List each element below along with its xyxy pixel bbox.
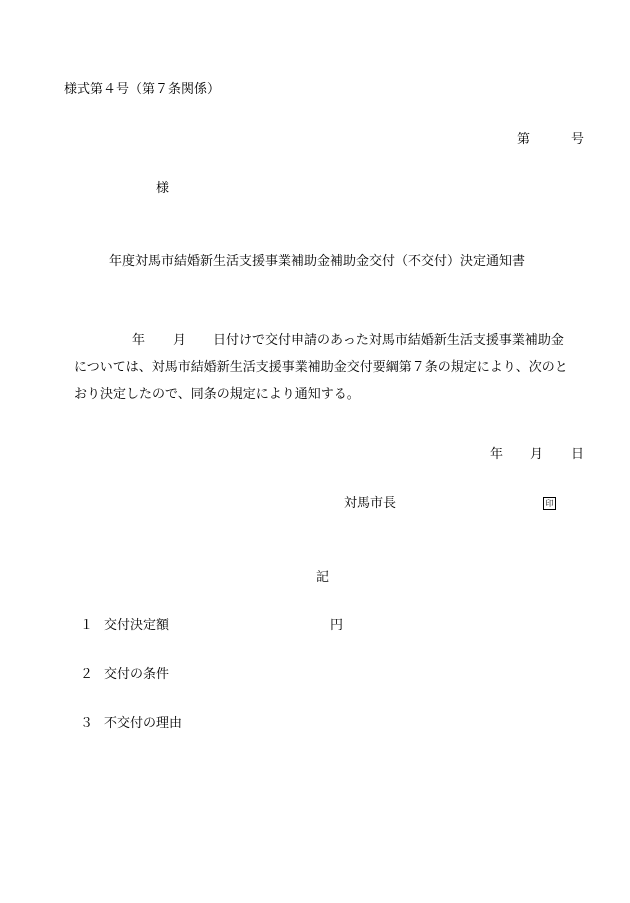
item-label: 交付決定額 [104,618,170,633]
list-item [80,717,93,730]
list-item [80,619,93,632]
body-line-1-rest: 日付けで交付申請のあった対馬市結婚新生活支援事業補助金 [213,333,564,348]
date-day: 日 [571,447,585,462]
ki-heading: 記 [316,570,330,585]
date-year: 年 [490,447,504,462]
body-line-2: については、対馬市結婚新生活支援事業補助金交付要綱第７条の規定により、次のと [74,360,568,375]
list-item [80,668,93,681]
body-month: 月 [173,333,187,348]
item-number: １ [80,618,94,633]
item-label: 交付の条件 [104,667,170,682]
item-number: ３ [80,716,94,731]
doc-number-prefix: 第 [517,132,531,147]
date-month: 月 [530,447,544,462]
document-title: 年度対馬市結婚新生活支援事業補助金補助金交付（不交付）決定通知書 [109,254,526,269]
body-year: 年 [132,333,146,348]
issuer-name: 対馬市長 [344,496,397,511]
seal-icon: 印 [543,497,556,510]
addressee-suffix: 様 [156,181,170,196]
body-line-1 [74,327,586,354]
doc-number-suffix: 号 [571,132,585,147]
notice-body [74,327,586,408]
seal-mark [543,497,556,510]
item-number: ２ [80,667,94,682]
form-label: 様式第４号（第７条関係） [64,82,221,97]
item-unit: 円 [330,618,344,633]
item-label: 不交付の理由 [104,716,183,731]
body-line-3: おり決定したので、同条の規定により通知する。 [74,387,360,402]
